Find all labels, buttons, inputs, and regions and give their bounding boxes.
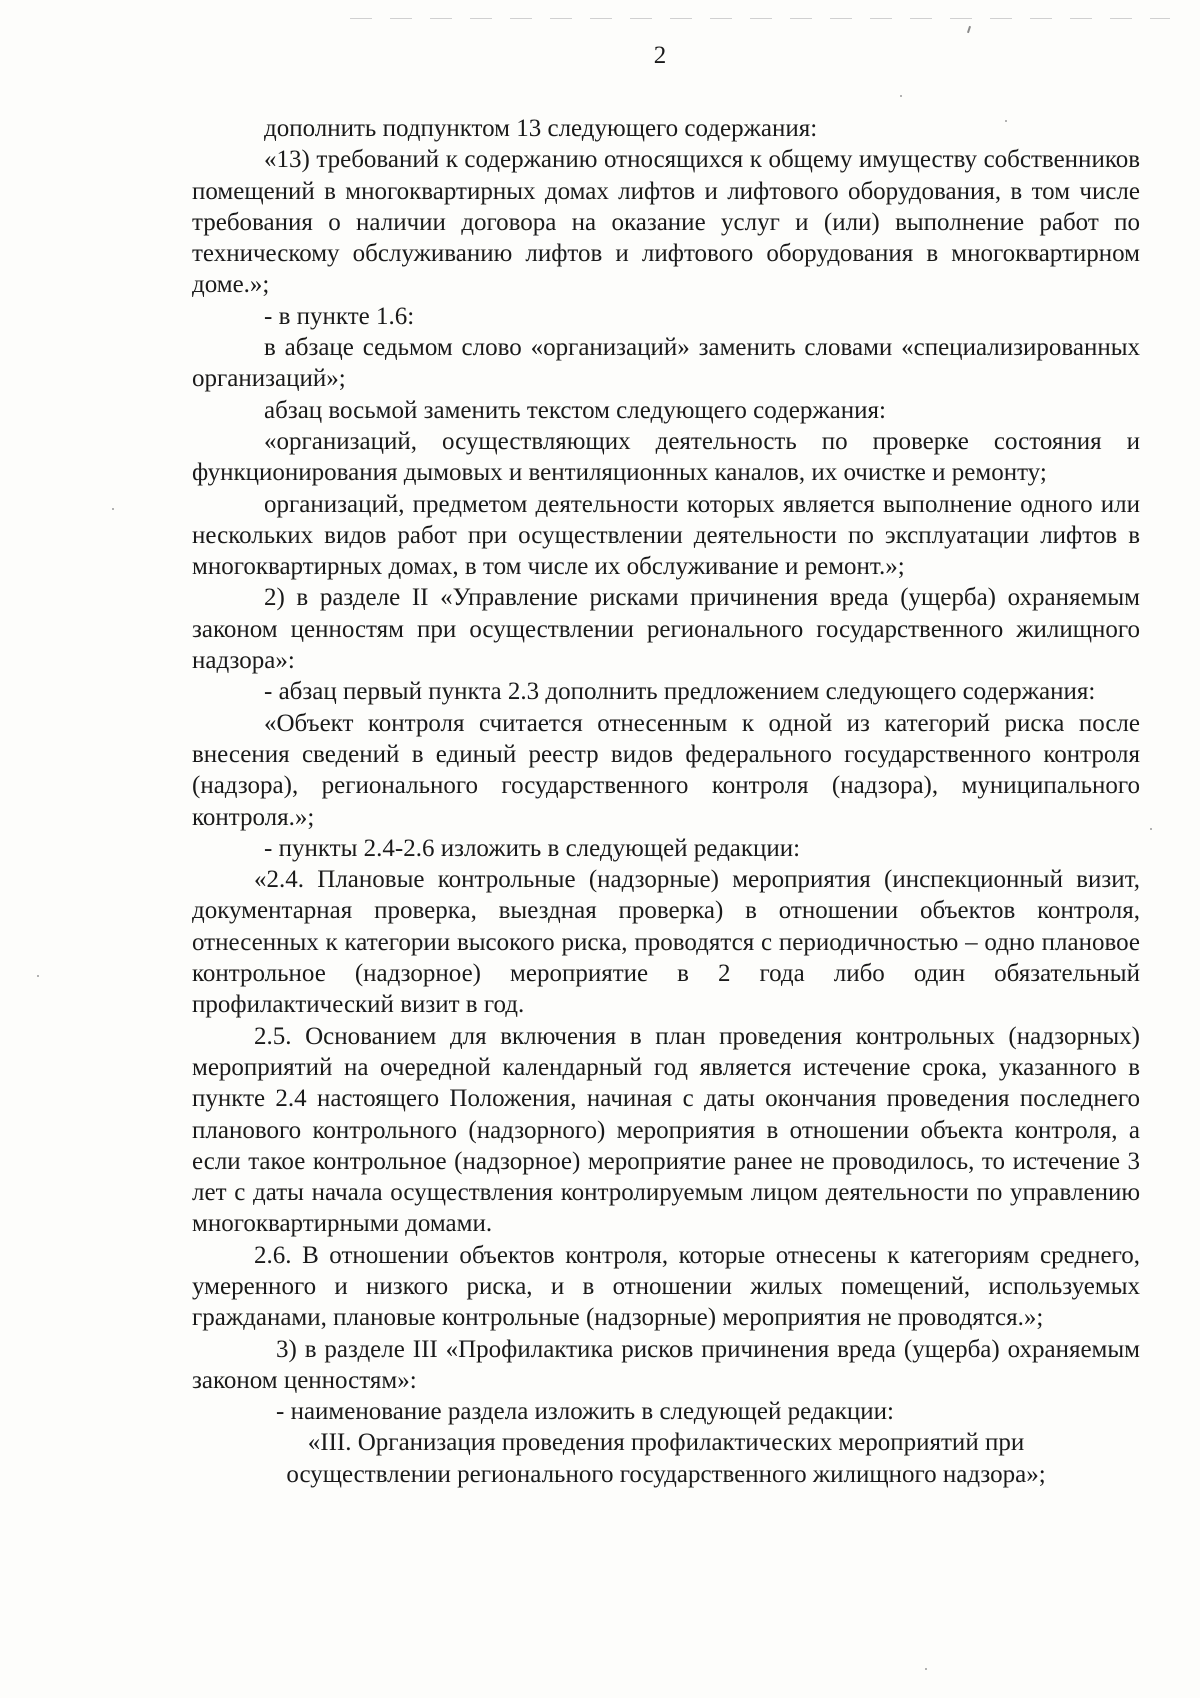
paragraph: - в пункте 1.6: [264, 302, 415, 330]
paragraph: - абзац первый пункта 2.3 дополнить предложением следующего содержания: [264, 678, 1096, 706]
document-body [192, 113, 1140, 1490]
scan-speck [900, 95, 902, 97]
paragraph: 3) в разделе III «Профилактика рисков причинения вреда (ущерба) охраняемым законом ценностям»: [192, 1335, 1140, 1394]
scan-edge-line [350, 18, 1170, 19]
paragraph: «2.4. Плановые контрольные (надзорные) мероприятия (инспекционный визит, документарная проверка, выездная проверка) в отношении объектов контроля, отнесенных к категории высокого риска, проводятся с периодичностью – одно плановое контрольное (надзорное) мероприятие в 2 года либо один обязательный профилактический визит в год. [192, 866, 1140, 1019]
paragraph: «Объект контроля считается отнесенным к одной из категорий риска после внесения сведений в единый реестр видов федерального государственного контроля (надзора), регионального государственного контроля (надзора), муниципального контроля.»; [192, 709, 1140, 831]
page-number: 2 [653, 42, 667, 69]
scan-speck [112, 508, 114, 510]
scan-speck [37, 975, 39, 977]
paragraph: дополнить подпунктом 13 следующего содержания: [264, 115, 818, 142]
paragraph: - пункты 2.4-2.6 изложить в следующей редакции: [264, 834, 801, 862]
paragraph: - наименование раздела изложить в следующей редакции: [276, 1398, 894, 1426]
paragraph: организаций, предметом деятельности которых является выполнение одного или нескольких видов работ при осуществлении деятельности по эксплуатации лифтов в многоквартирных домах, в том числе их обслуживание и ремонт.»; [192, 490, 1140, 581]
paragraph: 2) в разделе II «Управление рисками причинения вреда (ущерба) охраняемым законом ценностям при осуществлении регионального государственного жилищного надзора»: [192, 584, 1140, 675]
scan-speck [1005, 120, 1007, 122]
scan-mark [967, 26, 971, 33]
scan-speck [925, 1668, 927, 1670]
paragraph: в абзаце седьмом слово «организаций» заменить словами «специализированных организаций»; [192, 334, 1140, 393]
paragraph: 2.5. Основанием для включения в план проведения контрольных (надзорных) мероприятий на очередной календарный год является истечение срока, указанного в пункте 2.4 настоящего Положения, начиная с даты окончания проведения последнего планового контрольного (надзорного) мероприятия в отношении объекта контроля, а если такое контрольное (надзорное) мероприятие ранее не проводилось, то истечение 3 лет с даты начала осуществления контролируемым лицом деятельности по управлению многоквартирными домами. [192, 1022, 1140, 1238]
paragraph: абзац восьмой заменить текстом следующего содержания: [264, 396, 886, 424]
paragraph: «13) требований к содержанию относящихся к общему имуществу собственников помещений в многоквартирных домах лифтов и лифтового оборудования, в том числе требования о наличии договора на оказание услуг и (или) выполнение работ по техническому обслуживанию лифтов и лифтового оборудования в многоквартирном доме.»; [192, 146, 1140, 299]
paragraph: 2.6. В отношении объектов контроля, которые отнесены к категориям среднего, умеренного и низкого риска, и в отношении жилых помещений, используемых гражданами, плановые контрольные (надзорные) мероприятия не проводятся.»; [192, 1241, 1140, 1332]
scan-speck [1150, 828, 1152, 830]
paragraph: «организаций, осуществляющих деятельность по проверке состояния и функционирования дымовых и вентиляционных каналов, их очистке и ремонту; [192, 427, 1140, 487]
section-title-line: «III. Организация проведения профилактических мероприятий при [307, 1429, 1025, 1457]
section-title-line: осуществлении регионального государственного жилищного надзора»; [286, 1460, 1046, 1488]
